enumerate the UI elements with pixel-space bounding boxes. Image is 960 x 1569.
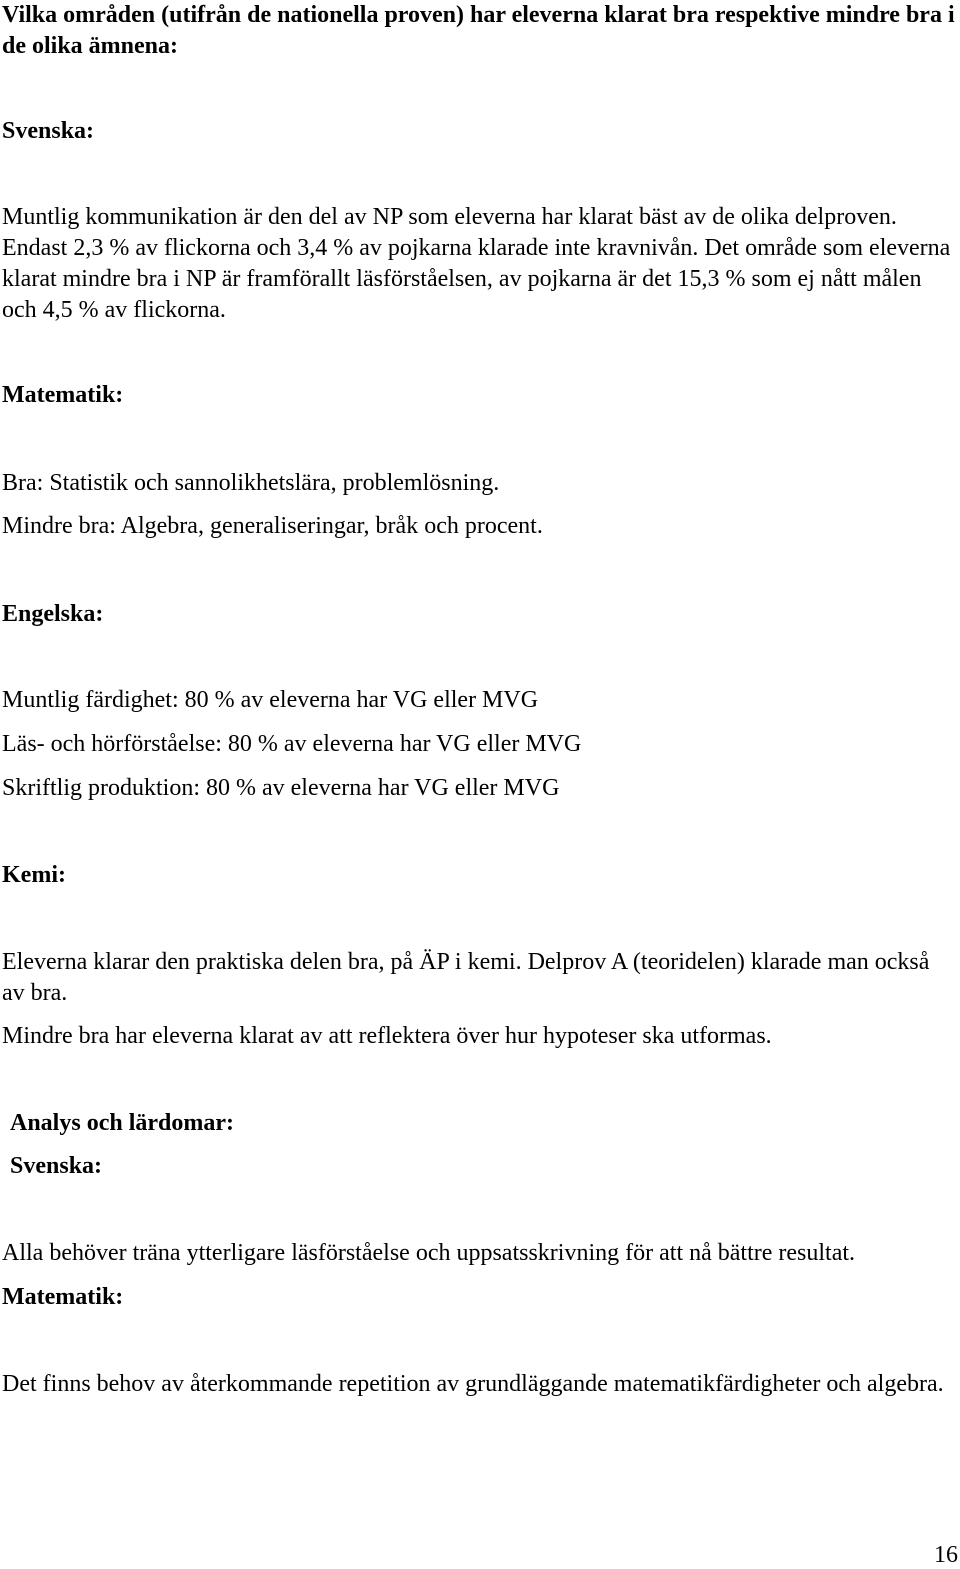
intro-question: Vilka områden (utifrån de nationella proven) har eleverna klarat bra respektive mindre bra i de olika ämnena:: [2, 2, 955, 59]
engelska-line: Läs- och hörförståelse: 80 % av eleverna har VG eller MVG: [2, 731, 582, 757]
analys-matematik-heading: Matematik:: [2, 1284, 124, 1310]
kemi-heading: Kemi:: [2, 862, 66, 888]
matematik-less-good: Mindre bra: Algebra, generaliseringar, bråk och procent.: [2, 513, 543, 539]
page-number: 16: [934, 1542, 958, 1568]
svenska-paragraph: Muntlig kommunikation är den del av NP som eleverna har klarat bäst av de olika delproven. Endast 2,3 % av flickorna och 3,4 % av pojkarna klarade inte kravnivån. Det område som eleverna klarat mindre bra i NP är framförallt läsförståelsen, av pojkarna är det 15,3 % som ej nått målen och 4,5 % av flickorna.: [2, 204, 951, 323]
kemi-paragraph: Eleverna klarar den praktiska delen bra, på ÄP i kemi. Delprov A (teoridelen) klarade man också av bra.: [2, 949, 930, 1006]
engelska-line: Skriftlig produktion: 80 % av eleverna har VG eller MVG: [2, 775, 560, 801]
engelska-line: Muntlig färdighet: 80 % av eleverna har VG eller MVG: [2, 687, 539, 713]
kemi-less-good: Mindre bra har eleverna klarat av att reflektera över hur hypoteser ska utformas.: [2, 1023, 772, 1049]
analys-matematik-text: Det finns behov av återkommande repetition av grundläggande matematikfärdigheter och algebra.: [2, 1371, 944, 1397]
engelska-heading: Engelska:: [2, 601, 104, 627]
matematik-good: Bra: Statistik och sannolikhetslära, problemlösning.: [2, 470, 500, 496]
svenska-heading: Svenska:: [2, 118, 95, 144]
analys-svenska-text: Alla behöver träna ytterligare läsförståelse och uppsatsskrivning för att nå bättre resultat.: [2, 1240, 856, 1266]
analys-heading: Analys och lärdomar:: [10, 1110, 234, 1136]
matematik-heading: Matematik:: [2, 382, 124, 408]
analys-svenska-heading: Svenska:: [10, 1153, 103, 1179]
